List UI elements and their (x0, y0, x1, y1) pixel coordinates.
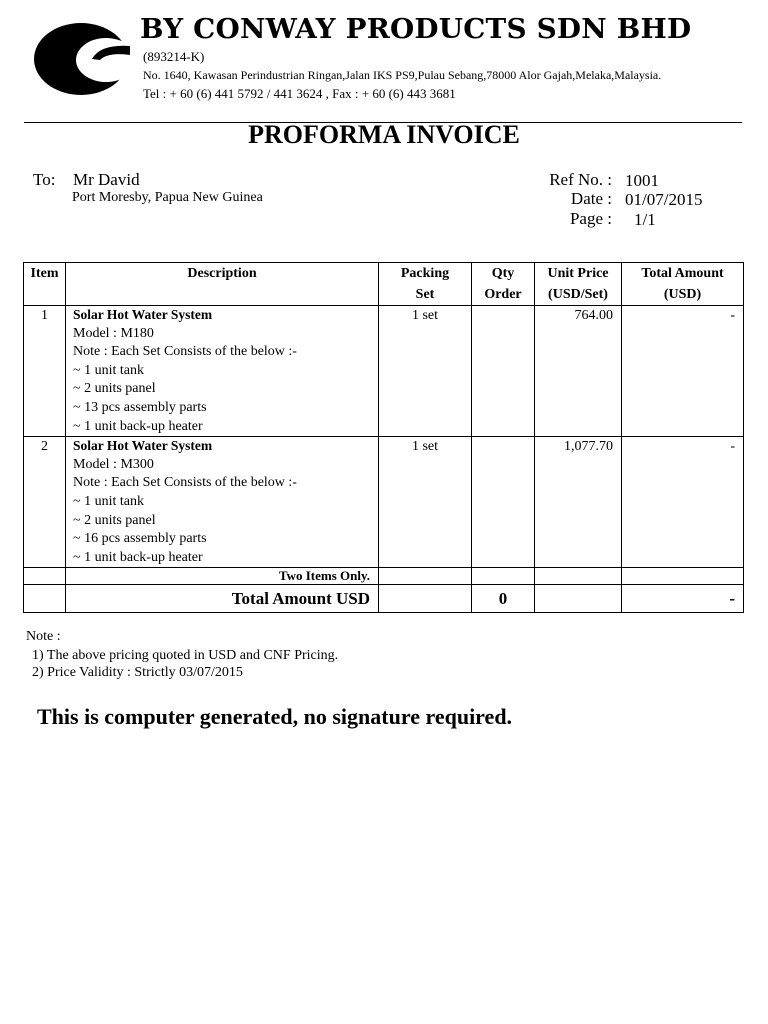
item-detail-line: ~ 2 units panel (73, 512, 156, 528)
empty-cell (622, 568, 744, 585)
item-number: 2 (24, 437, 66, 568)
notes-label: Note : (26, 629, 61, 644)
column-header-description: Description (66, 263, 379, 306)
item-total: - (622, 437, 744, 568)
company-registration-number: (893214-K) (143, 49, 205, 64)
page-value: 1/1 (634, 210, 656, 229)
empty-cell (379, 568, 472, 585)
item-detail-line: ~ 2 units panel (73, 381, 156, 397)
item-title: Solar Hot Water System (73, 438, 213, 454)
empty-cell (24, 568, 66, 585)
company-name: BY CONWAY PRODUCTS SDN BHD (140, 14, 692, 45)
total-amount: - (622, 585, 744, 613)
empty-cell (379, 585, 472, 613)
recipient-name: Mr David (73, 170, 140, 189)
table-row (24, 306, 744, 437)
column-header-packing: Packing Set (379, 263, 472, 306)
item-detail-line: ~ 1 unit tank (73, 493, 144, 509)
column-header-total-amount: Total Amount (USD) (622, 263, 744, 306)
item-detail-line: ~ 1 unit back-up heater (73, 549, 203, 565)
empty-cell (535, 585, 622, 613)
total-row (24, 585, 744, 613)
column-header-item: Item (24, 263, 66, 306)
total-qty: 0 (472, 585, 535, 613)
note-item: 2) Price Validity : Strictly 03/07/2015 (32, 665, 243, 680)
item-packing: 1 set (379, 306, 472, 437)
item-detail-line: ~ 16 pcs assembly parts (73, 531, 207, 547)
item-description (66, 437, 379, 568)
date-value: 01/07/2015 (625, 190, 703, 209)
item-detail-line: Note : Each Set Consists of the below :- (73, 475, 297, 491)
table-row (24, 437, 744, 568)
item-packing: 1 set (379, 437, 472, 568)
company-logo-icon (34, 22, 130, 96)
recipient-label: To: (33, 170, 56, 189)
total-label: Total Amount USD (66, 585, 379, 613)
item-qty (472, 437, 535, 568)
item-unit-price: 1,077.70 (535, 437, 622, 568)
amount-in-words-row (24, 568, 744, 585)
amount-in-words: Two Items Only. (66, 568, 379, 585)
company-address: No. 1640, Kawasan Perindustrian Ringan,Jalan IKS PS9,Pulau Sebang,78000 Alor Gajah,Melaka,Malaysia. (143, 68, 662, 82)
item-detail-line: Note : Each Set Consists of the below :- (73, 344, 297, 360)
empty-cell (535, 568, 622, 585)
invoice-items-table (23, 262, 744, 613)
item-detail-line: Model : M300 (73, 456, 154, 472)
item-number: 1 (24, 306, 66, 437)
item-detail-line: ~ 1 unit tank (73, 362, 144, 378)
page-label: Page : (569, 209, 612, 228)
item-total: - (622, 306, 744, 437)
document-title: PROFORMA INVOICE (248, 120, 520, 149)
ref-number-label: Ref No. : (549, 170, 612, 189)
recipient-address: Port Moresby, Papua New Guinea (72, 190, 263, 205)
column-header-qty: Qty Order (472, 263, 535, 306)
empty-cell (24, 585, 66, 613)
company-contact: Tel : + 60 (6) 441 5792 / 441 3624 , Fax : + 60 (6) 443 3681 (143, 86, 456, 101)
item-description (66, 306, 379, 437)
column-header-unit-price: Unit Price (USD/Set) (535, 263, 622, 306)
footer-message: This is computer generated, no signature required. (37, 704, 513, 729)
note-item: 1) The above pricing quoted in USD and CNF Pricing. (32, 648, 339, 663)
item-unit-price: 764.00 (535, 306, 622, 437)
item-detail-line: ~ 13 pcs assembly parts (73, 399, 207, 415)
item-title: Solar Hot Water System (73, 307, 213, 322)
item-detail-line: ~ 1 unit back-up heater (73, 418, 203, 434)
empty-cell (472, 568, 535, 585)
ref-number-value: 1001 (625, 171, 659, 190)
item-qty (472, 306, 535, 437)
table-header-row (24, 263, 744, 306)
date-label: Date : (570, 189, 612, 208)
item-detail-line: Model : M180 (73, 325, 154, 341)
